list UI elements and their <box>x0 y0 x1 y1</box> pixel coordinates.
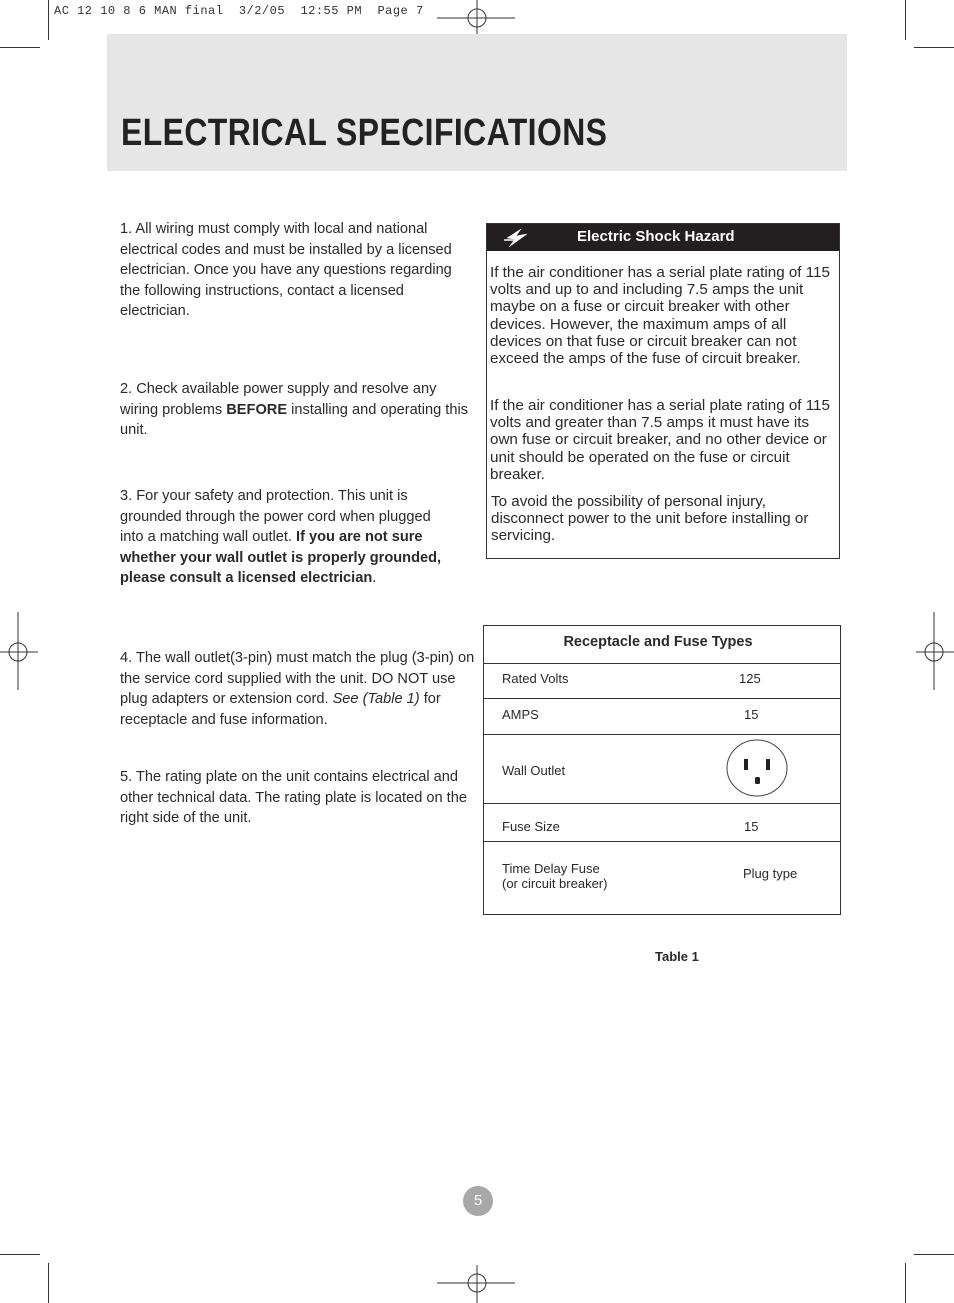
table-row-label: Fuse Size <box>502 819 560 834</box>
warning-paragraph-3: To avoid the possibility of personal injury, disconnect power to the unit before installing or servicing. <box>491 493 809 545</box>
table-row-label: AMPS <box>502 707 539 722</box>
lightning-bolt-icon <box>501 226 533 250</box>
instruction-3-end: . <box>372 570 377 586</box>
crop-mark <box>48 1263 49 1303</box>
crop-mark <box>914 47 954 48</box>
registration-mark <box>0 612 40 692</box>
electric-shock-warning-box <box>486 223 840 559</box>
table-row-label <box>502 861 607 891</box>
instruction-3-text: 3. For your safety and protection. This unit is grounded through the power cord when plugged into a matching wall outlet. <box>120 488 431 545</box>
instruction-3 <box>120 486 455 589</box>
table-divider <box>484 803 840 804</box>
registration-mark <box>914 612 954 692</box>
table-row-value: Plug type <box>743 866 798 881</box>
table-caption: Table 1 <box>655 949 699 964</box>
table-row-value: 15 <box>744 707 759 722</box>
instruction-2-text: 2. Check available power supply and resolve any wiring problems <box>120 381 437 418</box>
three-pin-outlet-icon <box>726 738 790 798</box>
instruction-2-text-end: installing and operating this unit. <box>120 401 468 438</box>
crop-mark <box>905 0 906 40</box>
table-row-label: Rated Volts <box>502 671 569 686</box>
instruction-2 <box>120 379 475 441</box>
warning-header <box>487 224 839 251</box>
crop-mark <box>0 47 40 48</box>
instruction-5: 5. The rating plate on the unit contains electrical and other technical data. The rating plate is located on the right side of the unit. <box>120 769 467 826</box>
instruction-1: 1. All wiring must comply with local and national electrical codes and must be installed by a licensed electrician. Once you have any questions regarding the following instructions, contact a licensed electrician. <box>120 221 452 319</box>
registration-mark <box>437 1263 517 1303</box>
table-row-value: 15 <box>744 819 759 834</box>
instruction-2-emphasis: BEFORE <box>226 401 288 418</box>
table-row-label-line-1: Time Delay Fuse <box>502 861 600 876</box>
table-title: Receptacle and Fuse Types <box>563 634 753 650</box>
crop-mark <box>48 0 49 40</box>
table-row-label: Wall Outlet <box>502 763 566 778</box>
crop-mark <box>905 1263 906 1303</box>
table-divider <box>484 698 840 699</box>
page-number-badge: 5 <box>463 1186 493 1216</box>
table-divider <box>484 663 840 664</box>
warning-heading: Electric Shock Hazard <box>577 228 735 245</box>
crop-mark <box>0 1254 40 1255</box>
page-title: ELECTRICAL SPECIFICATIONS <box>121 112 608 154</box>
table-row-label-line-2: (or circuit breaker) <box>502 876 608 891</box>
instruction-4-text-end: for receptacle and fuse information. <box>120 691 441 728</box>
warning-paragraph-2: If the air conditioner has a serial plate rating of 115 volts and greater than 7.5 amps it must have its own fuse or circuit breaker, and no other device or unit should be operated on the fuse or circuit breaker. <box>490 397 830 483</box>
instruction-4-text: 4. The wall outlet(3-pin) must match the plug (3-pin) on the service cord supplied with the unit. DO NOT use plug adapters or extension cord. <box>120 650 475 707</box>
warning-paragraph-1: If the air conditioner has a serial plate rating of 115 volts and up to and including 7.5 amps the unit maybe on a fuse or circuit breaker with other devices. However, the maximum amps of all devices on that fuse or circuit breaker can not exceed the amps of the fuse of circuit breaker. <box>490 264 830 368</box>
crop-mark <box>914 1254 954 1255</box>
table-row-value: 125 <box>739 671 761 686</box>
printer-slug: AC 12 10 8 6 MAN final 3/2/05 12:55 PM Page 7 <box>54 4 424 18</box>
table-divider <box>484 841 840 842</box>
instruction-4-reference: See (Table 1) <box>332 691 420 707</box>
instruction-4 <box>120 648 475 730</box>
receptacle-fuse-table <box>483 625 841 915</box>
table-divider <box>484 734 840 735</box>
instruction-3-emphasis: If you are not sure whether your wall outlet is properly grounded, please consult a licensed electrician <box>120 529 442 586</box>
